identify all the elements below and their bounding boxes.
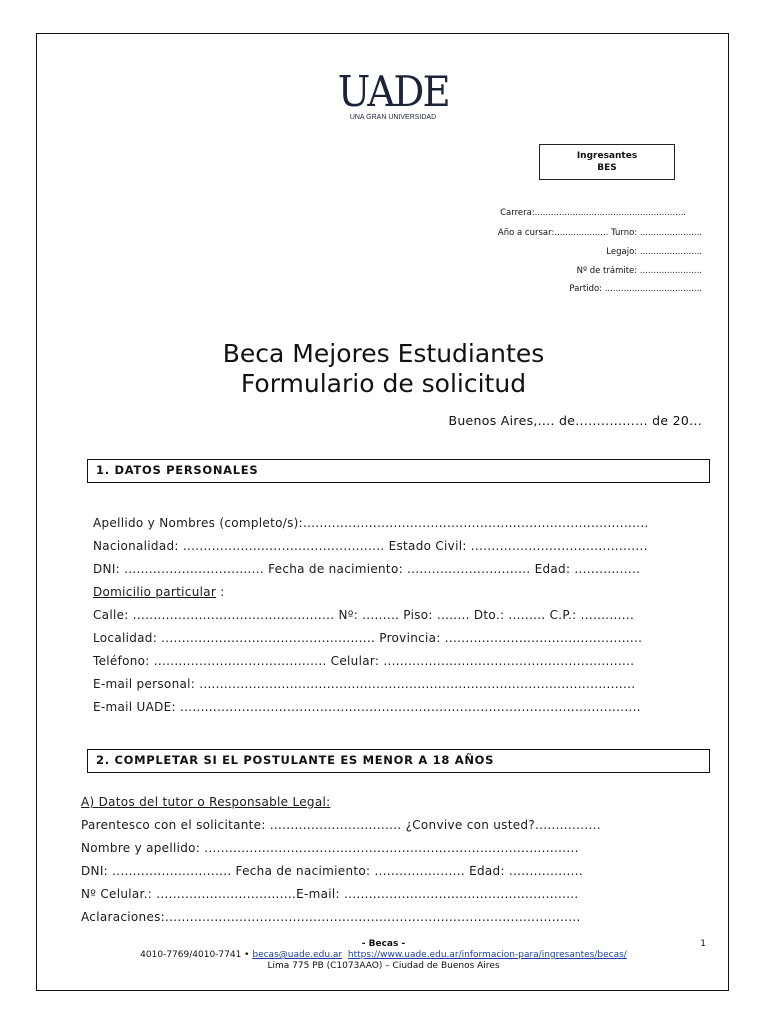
- footer-phones: 4010-7769/4010-7741 •: [140, 950, 253, 960]
- page-number: 1: [700, 939, 706, 949]
- field-calle: Calle: ................................................. Nº: ......... Piso: ........ Dto.: ......... C.P.: .............: [93, 608, 635, 622]
- uade-logo: [333, 67, 453, 121]
- section-1-heading: 1. DATOS PERSONALES: [87, 459, 710, 483]
- domicilio-label-text: Domicilio particular: [93, 585, 217, 599]
- field-email-uade: E-mail UADE: ................................................................................................................: [93, 700, 641, 714]
- date-line: Buenos Aires,.... de................. de 20...: [448, 413, 702, 428]
- field-apellido-nombres: Apellido y Nombres (completo/s):....................................................................................: [93, 516, 649, 530]
- meta-anio-turno: Año a cursar:.................... Turno: .......................: [497, 228, 702, 238]
- form-title-line1: Beca Mejores Estudiantes: [222, 339, 545, 368]
- footer-email-link[interactable]: becas@uade.edu.ar: [252, 950, 343, 960]
- field-email-personal: E-mail personal: ..........................................................................................................: [93, 677, 636, 691]
- section-2-heading: 2. COMPLETAR SI EL POSTULANTE ES MENOR A 18 AÑOS: [87, 749, 710, 773]
- form-title-line2: Formulario de solicitud: [240, 369, 527, 398]
- footer-contact: [37, 950, 730, 961]
- meta-partido: Partido: ....................................: [569, 284, 702, 294]
- field-parentesco: Parentesco con el solicitante: ................................ ¿Convive con usted?................: [81, 818, 601, 832]
- field-tutor-nombre: Nombre y apellido: ...........................................................................................: [81, 841, 579, 855]
- field-nacionalidad: Nacionalidad: ................................................. Estado Civil: ...........................................: [93, 539, 648, 553]
- field-dni: DNI: .................................. Fecha de nacimiento: .............................. Edad: ................: [93, 562, 641, 576]
- logo-wordmark: UADE: [337, 67, 449, 116]
- badge-line-1: Ingresantes: [576, 151, 638, 161]
- badge-line-2: BES: [597, 163, 617, 173]
- domicilio-label: [93, 585, 225, 599]
- meta-carrera: Carrera:........................................................: [500, 208, 686, 218]
- tutor-subheading: A) Datos del tutor o Responsable Legal:: [81, 795, 331, 809]
- footer-url-link[interactable]: https://www.uade.edu.ar/informacion-para/ingresantes/becas/: [347, 950, 627, 960]
- meta-legajo: Legajo: .......................: [606, 247, 702, 257]
- footer-address: Lima 775 PB (C1073AAO) – Ciudad de Buenos Aires: [267, 961, 500, 971]
- field-telefono: Teléfono: .......................................... Celular: .............................................................: [93, 654, 635, 668]
- field-tutor-celular: Nº Celular.: ..................................E-mail: .........................................................: [81, 887, 579, 901]
- domicilio-label-suffix: :: [216, 585, 225, 599]
- field-aclaraciones: Aclaraciones:.....................................................................................................: [81, 910, 581, 924]
- field-localidad: Localidad: .................................................... Provincia: ................................................: [93, 631, 643, 645]
- logo-tagline: UNA GRAN UNIVERSIDAD: [349, 114, 437, 121]
- footer-title: - Becas -: [361, 939, 406, 949]
- footer: [37, 939, 730, 972]
- ingresantes-badge: [539, 144, 675, 180]
- field-tutor-dni: DNI: ............................. Fecha de nacimiento: ...................... Edad: ..................: [81, 864, 583, 878]
- document-page: [36, 33, 729, 991]
- meta-tramite: Nº de trámite: .......................: [576, 266, 702, 276]
